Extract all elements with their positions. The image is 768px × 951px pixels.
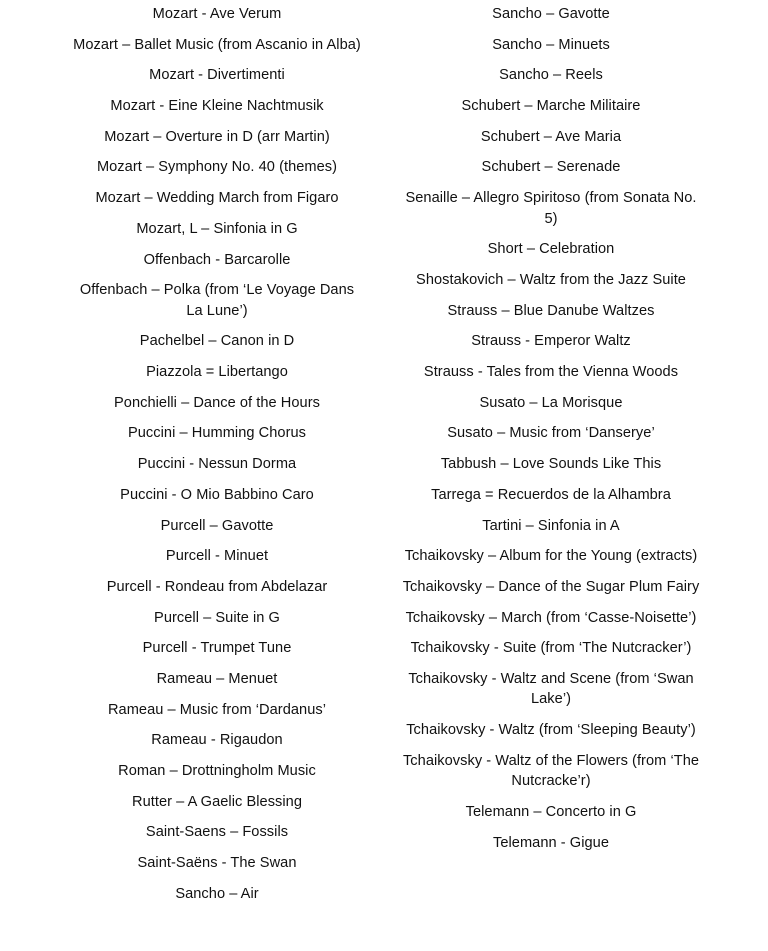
list-item: Offenbach - Barcarolle xyxy=(143,251,291,268)
list-item: Tchaikovsky - Waltz of the Flowers (from ‘The Nutcracke’r) xyxy=(402,752,700,790)
list-item: Puccini - Nessun Dorma xyxy=(137,456,297,473)
list-item: Telemann - Gigue xyxy=(493,834,609,851)
list-item: Pachelbel – Canon in D xyxy=(139,333,295,350)
list-item: Strauss - Tales from the Vienna Woods xyxy=(423,364,679,381)
list-item: Mozart - Ave Verum xyxy=(152,6,282,22)
repertoire-list-left xyxy=(72,4,362,914)
list-item: Puccini - O Mio Babbino Caro xyxy=(120,486,314,503)
list-item: Telemann – Concerto in G xyxy=(465,804,637,820)
list-item: Purcell – Suite in G xyxy=(154,609,280,626)
list-item: Rameau – Music from ‘Dardanus’ xyxy=(107,701,327,718)
list-item: Purcell - Minuet xyxy=(165,548,269,565)
list-item: Tartini – Sinfonia in A xyxy=(482,517,620,534)
list-item: Mozart – Ballet Music (from Ascanio in Alba) xyxy=(73,36,361,53)
list-item: Rameau – Menuet xyxy=(156,670,278,687)
list-item: Sancho – Minuets xyxy=(492,36,610,53)
list-item: Tarrega = Recuerdos de la Alhambra xyxy=(431,486,671,503)
list-item: Mozart - Divertimenti xyxy=(149,67,285,84)
list-item: Susato – Music from ‘Danserye’ xyxy=(447,425,655,442)
list-item: Shostakovich – Waltz from the Jazz Suite xyxy=(416,272,686,288)
list-item: Tchaikovsky - Suite (from ‘The Nutcracker’) xyxy=(410,640,692,657)
list-item: Schubert – Ave Maria xyxy=(480,128,622,145)
list-item: Sancho – Gavotte xyxy=(492,6,610,22)
list-item: Tchaikovsky - Waltz and Scene (from ‘Swan Lake’) xyxy=(408,670,694,708)
list-item: Ponchielli – Dance of the Hours xyxy=(114,394,320,411)
list-item: Schubert – Serenade xyxy=(481,159,621,176)
repertoire-list-right xyxy=(400,4,702,863)
list-item: Mozart, L – Sinfonia in G xyxy=(136,220,298,237)
list-item: Mozart - Eine Kleine Nachtmusik xyxy=(110,98,324,115)
list-item: Tabbush – Love Sounds Like This xyxy=(440,456,662,473)
list-item: Tchaikovsky - Waltz (from ‘Sleeping Beauty’) xyxy=(406,722,696,739)
list-item: Senaille – Allegro Spiritoso (from Sonata No. 5) xyxy=(405,190,697,227)
list-item: Offenbach – Polka (from ‘Le Voyage Dans La Lune’) xyxy=(79,282,355,319)
list-item: Saint-Saëns - The Swan xyxy=(137,855,297,872)
list-item: Mozart – Overture in D (arr Martin) xyxy=(104,128,330,145)
list-item: Purcell - Rondeau from Abdelazar xyxy=(106,578,328,595)
list-item: Purcell - Trumpet Tune xyxy=(142,640,292,657)
list-item: Mozart – Wedding March from Figaro xyxy=(95,190,339,207)
list-item: Tchaikovsky – Album for the Young (extracts) xyxy=(404,548,698,565)
list-item: Rameau - Rigaudon xyxy=(151,732,283,749)
list-item: Roman – Drottningholm Music xyxy=(118,763,316,779)
list-item: Strauss – Blue Danube Waltzes xyxy=(447,302,655,319)
list-item: Piazzola = Libertango xyxy=(146,364,288,381)
list-item: Rutter – A Gaelic Blessing xyxy=(131,793,303,810)
list-item: Tchaikovsky – Dance of the Sugar Plum Fairy xyxy=(402,578,700,595)
list-item: Purcell – Gavotte xyxy=(160,517,274,534)
list-item: Puccini – Humming Chorus xyxy=(127,425,306,442)
list-item: Schubert – Marche Militaire xyxy=(461,98,641,115)
list-item: Susato – La Morisque xyxy=(479,394,623,411)
list-item: Tchaikovsky – March (from ‘Casse-Noisette’) xyxy=(405,609,697,626)
list-item: Mozart – Symphony No. 40 (themes) xyxy=(96,159,338,176)
list-item: Sancho – Air xyxy=(175,885,259,902)
list-item: Strauss - Emperor Waltz xyxy=(471,333,631,350)
list-item: Saint-Saens – Fossils xyxy=(145,824,289,841)
list-item: Sancho – Reels xyxy=(499,67,603,84)
list-item: Short – Celebration xyxy=(487,241,615,258)
